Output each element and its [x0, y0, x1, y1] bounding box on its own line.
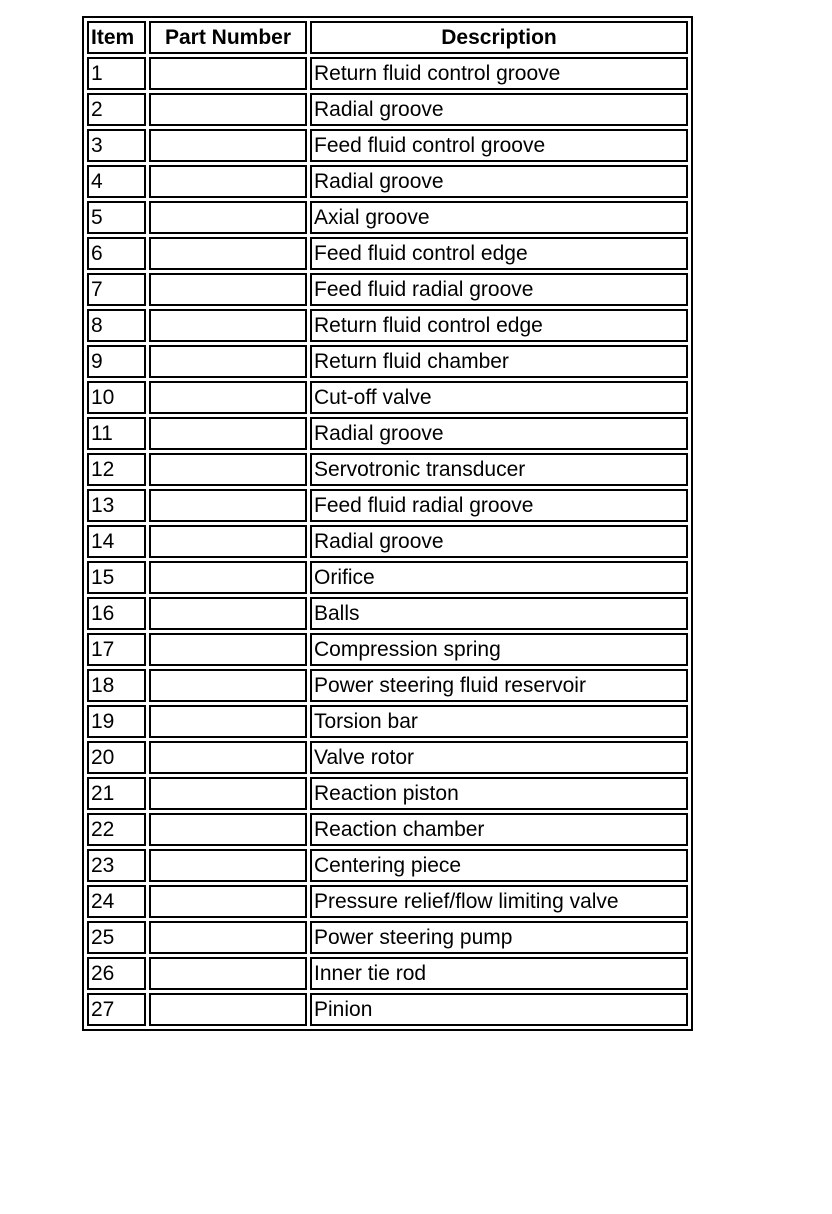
- cell-part-number: [149, 57, 307, 90]
- cell-part-number: [149, 273, 307, 306]
- cell-item: 10: [87, 381, 146, 414]
- cell-description: Radial groove: [310, 525, 688, 558]
- table-row: [87, 705, 688, 738]
- cell-description: Reaction piston: [310, 777, 688, 810]
- cell-item: 1: [87, 57, 146, 90]
- cell-description: Reaction chamber: [310, 813, 688, 846]
- cell-description: Feed fluid control groove: [310, 129, 688, 162]
- cell-item: 6: [87, 237, 146, 270]
- table-row: [87, 525, 688, 558]
- cell-item: 7: [87, 273, 146, 306]
- cell-item: 13: [87, 489, 146, 522]
- table-row: [87, 597, 688, 630]
- cell-description: Inner tie rod: [310, 957, 688, 990]
- cell-item: 4: [87, 165, 146, 198]
- cell-item: 20: [87, 741, 146, 774]
- cell-description: Power steering fluid reservoir: [310, 669, 688, 702]
- cell-part-number: [149, 993, 307, 1026]
- cell-part-number: [149, 381, 307, 414]
- table-row: [87, 309, 688, 342]
- cell-item: 27: [87, 993, 146, 1026]
- cell-part-number: [149, 309, 307, 342]
- cell-description: Valve rotor: [310, 741, 688, 774]
- table-row: [87, 741, 688, 774]
- cell-part-number: [149, 885, 307, 918]
- cell-part-number: [149, 525, 307, 558]
- header-part-number: Part Number: [149, 21, 307, 54]
- table-row: [87, 957, 688, 990]
- cell-item: 12: [87, 453, 146, 486]
- cell-part-number: [149, 705, 307, 738]
- cell-part-number: [149, 597, 307, 630]
- cell-part-number: [149, 633, 307, 666]
- table-row: [87, 57, 688, 90]
- cell-part-number: [149, 201, 307, 234]
- cell-item: 26: [87, 957, 146, 990]
- cell-item: 16: [87, 597, 146, 630]
- cell-description: Axial groove: [310, 201, 688, 234]
- cell-item: 15: [87, 561, 146, 594]
- header-item: Item: [87, 21, 146, 54]
- table-row: [87, 93, 688, 126]
- parts-table-frame: [82, 16, 693, 1031]
- table-row: [87, 237, 688, 270]
- cell-item: 11: [87, 417, 146, 450]
- cell-part-number: [149, 129, 307, 162]
- header-description: Description: [310, 21, 688, 54]
- cell-description: Power steering pump: [310, 921, 688, 954]
- cell-item: 25: [87, 921, 146, 954]
- table-row: [87, 381, 688, 414]
- cell-item: 9: [87, 345, 146, 378]
- table-row: [87, 813, 688, 846]
- cell-item: 2: [87, 93, 146, 126]
- table-row: [87, 921, 688, 954]
- cell-item: 5: [87, 201, 146, 234]
- table-row: [87, 417, 688, 450]
- cell-part-number: [149, 741, 307, 774]
- cell-description: Orifice: [310, 561, 688, 594]
- table-row: [87, 885, 688, 918]
- table-row: [87, 201, 688, 234]
- table-row: [87, 129, 688, 162]
- cell-part-number: [149, 93, 307, 126]
- cell-part-number: [149, 813, 307, 846]
- cell-description: Balls: [310, 597, 688, 630]
- table-row: [87, 993, 688, 1026]
- cell-description: Pressure relief/flow limiting valve: [310, 885, 688, 918]
- cell-item: 23: [87, 849, 146, 882]
- cell-part-number: [149, 849, 307, 882]
- table-row: [87, 489, 688, 522]
- cell-part-number: [149, 237, 307, 270]
- table-row: [87, 849, 688, 882]
- cell-item: 3: [87, 129, 146, 162]
- parts-table: [84, 18, 691, 1029]
- cell-description: Feed fluid radial groove: [310, 489, 688, 522]
- table-row: [87, 561, 688, 594]
- cell-part-number: [149, 489, 307, 522]
- cell-item: 21: [87, 777, 146, 810]
- table-header-row: [87, 21, 688, 54]
- cell-description: Feed fluid control edge: [310, 237, 688, 270]
- cell-part-number: [149, 165, 307, 198]
- cell-description: Servotronic transducer: [310, 453, 688, 486]
- cell-part-number: [149, 921, 307, 954]
- cell-part-number: [149, 453, 307, 486]
- cell-part-number: [149, 957, 307, 990]
- table-row: [87, 633, 688, 666]
- table-row: [87, 345, 688, 378]
- cell-part-number: [149, 669, 307, 702]
- cell-description: Feed fluid radial groove: [310, 273, 688, 306]
- cell-item: 18: [87, 669, 146, 702]
- cell-description: Radial groove: [310, 417, 688, 450]
- cell-item: 17: [87, 633, 146, 666]
- cell-part-number: [149, 561, 307, 594]
- cell-part-number: [149, 777, 307, 810]
- cell-part-number: [149, 417, 307, 450]
- cell-item: 14: [87, 525, 146, 558]
- cell-description: Cut-off valve: [310, 381, 688, 414]
- cell-item: 24: [87, 885, 146, 918]
- cell-description: Radial groove: [310, 165, 688, 198]
- cell-part-number: [149, 345, 307, 378]
- cell-description: Return fluid control groove: [310, 57, 688, 90]
- cell-description: Radial groove: [310, 93, 688, 126]
- table-body: [87, 57, 688, 1026]
- table-row: [87, 453, 688, 486]
- cell-description: Centering piece: [310, 849, 688, 882]
- table-row: [87, 669, 688, 702]
- cell-item: 8: [87, 309, 146, 342]
- cell-description: Pinion: [310, 993, 688, 1026]
- table-row: [87, 273, 688, 306]
- cell-description: Compression spring: [310, 633, 688, 666]
- cell-description: Return fluid control edge: [310, 309, 688, 342]
- table-row: [87, 165, 688, 198]
- cell-description: Torsion bar: [310, 705, 688, 738]
- cell-item: 22: [87, 813, 146, 846]
- cell-description: Return fluid chamber: [310, 345, 688, 378]
- cell-item: 19: [87, 705, 146, 738]
- table-row: [87, 777, 688, 810]
